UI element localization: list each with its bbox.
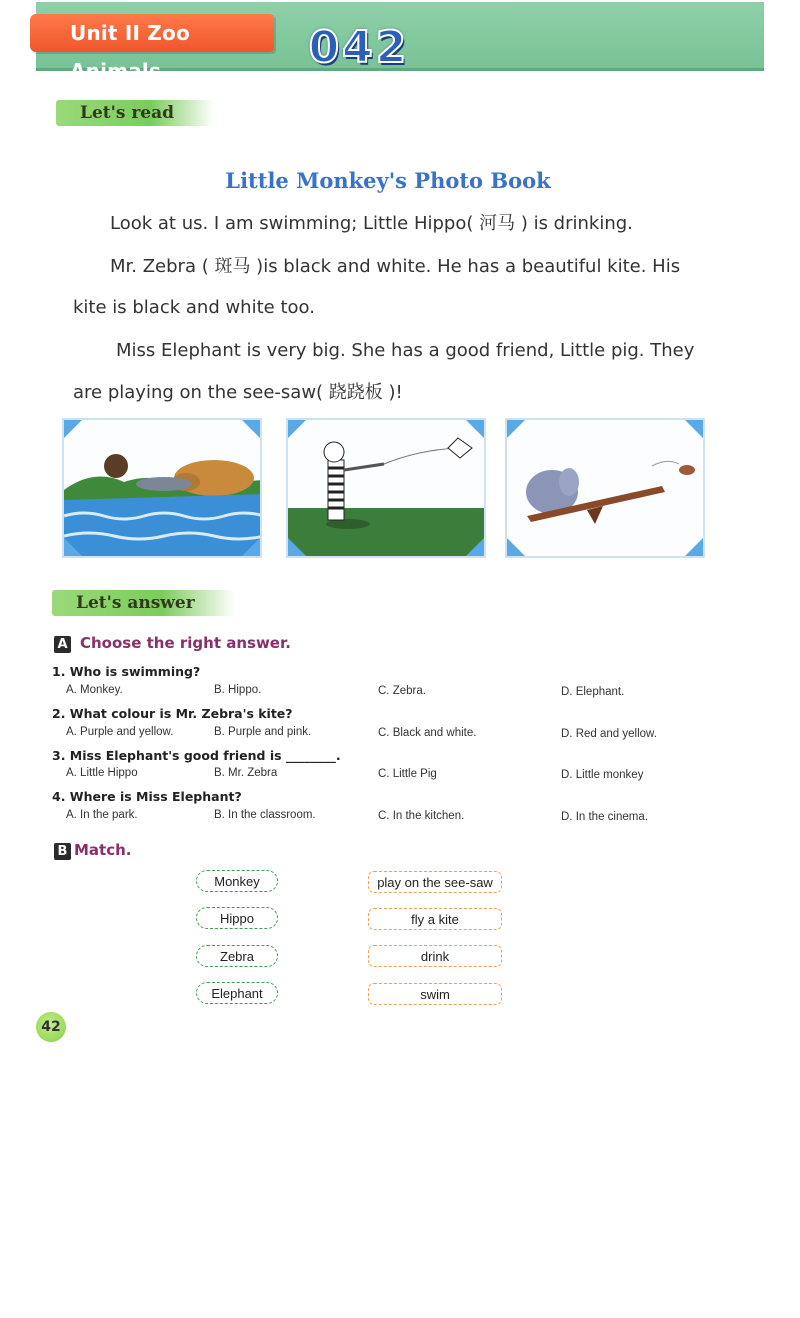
match-right-kite[interactable]: fly a kite xyxy=(368,908,502,930)
match-left-elephant[interactable]: Elephant xyxy=(196,982,278,1004)
question-3-option-d: D. Little monkey xyxy=(561,769,644,781)
part-b-badge: B xyxy=(54,843,71,860)
question-4-option-a: A. In the park. xyxy=(66,809,138,821)
question-4-option-c: C. In the kitchen. xyxy=(378,810,465,822)
zebra-kite-illustration xyxy=(288,420,486,558)
picture-see-saw xyxy=(505,418,705,558)
lets-read-banner: Let's read xyxy=(56,100,214,126)
question-2-option-c: C. Black and white. xyxy=(378,727,477,739)
question-4: 4. Where is Miss Elephant? xyxy=(52,789,242,804)
match-left-zebra[interactable]: Zebra xyxy=(196,945,278,967)
question-2: 2. What colour is Mr. Zebra's kite? xyxy=(52,706,293,721)
question-3: 3. Miss Elephant's good friend is ________. xyxy=(52,748,341,763)
match-right-see-saw[interactable]: play on the see-saw xyxy=(368,871,502,893)
match-left-monkey[interactable]: Monkey xyxy=(196,870,278,892)
lets-answer-banner: Let's answer xyxy=(52,590,235,616)
part-a-heading: Choose the right answer. xyxy=(80,634,291,652)
question-1-option-b: B. Hippo. xyxy=(214,684,262,696)
page-number: 42 xyxy=(36,1012,66,1042)
match-left-hippo[interactable]: Hippo xyxy=(196,907,278,929)
swimming-illustration xyxy=(64,420,262,558)
part-a-badge: A xyxy=(54,636,71,653)
question-4-option-d: D. In the cinema. xyxy=(561,811,648,823)
question-2-option-d: D. Red and yellow. xyxy=(561,728,657,740)
story-line-1: Look at us. I am swimming; Little Hippo( 河马 ) is drinking. xyxy=(110,213,633,234)
unit-title-tab: Unit II Zoo Animals xyxy=(30,14,274,52)
part-b-heading: Match. xyxy=(74,841,132,859)
question-2-option-a: A. Purple and yellow. xyxy=(66,726,174,738)
story-line-2: Mr. Zebra ( 斑马 )is black and white. He has a beautiful kite. His xyxy=(110,256,681,277)
picture-zebra-kite xyxy=(286,418,486,558)
question-1-option-d: D. Elephant. xyxy=(561,686,625,698)
story-line-3: kite is black and white too. xyxy=(73,297,315,318)
question-1: 1. Who is swimming? xyxy=(52,664,201,679)
question-3-option-c: C. Little Pig xyxy=(378,768,437,780)
see-saw-illustration xyxy=(507,420,705,558)
question-1-option-a: A. Monkey. xyxy=(66,684,123,696)
picture-swimming xyxy=(62,418,262,558)
question-3-option-a: A. Little Hippo xyxy=(66,767,138,779)
match-right-drink[interactable]: drink xyxy=(368,945,502,967)
story-title: Little Monkey's Photo Book xyxy=(225,168,551,193)
story-line-4: Miss Elephant is very big. She has a good friend, Little pig. They xyxy=(116,340,695,361)
question-2-option-b: B. Purple and pink. xyxy=(214,726,312,738)
page-code: 042 xyxy=(308,22,410,73)
question-1-option-c: C. Zebra. xyxy=(378,685,426,697)
match-right-swim[interactable]: swim xyxy=(368,983,502,1005)
question-4-option-b: B. In the classroom. xyxy=(214,809,316,821)
question-3-option-b: B. Mr. Zebra xyxy=(214,767,278,779)
story-line-5: are playing on the see-saw( 跷跷板 )! xyxy=(73,382,403,403)
